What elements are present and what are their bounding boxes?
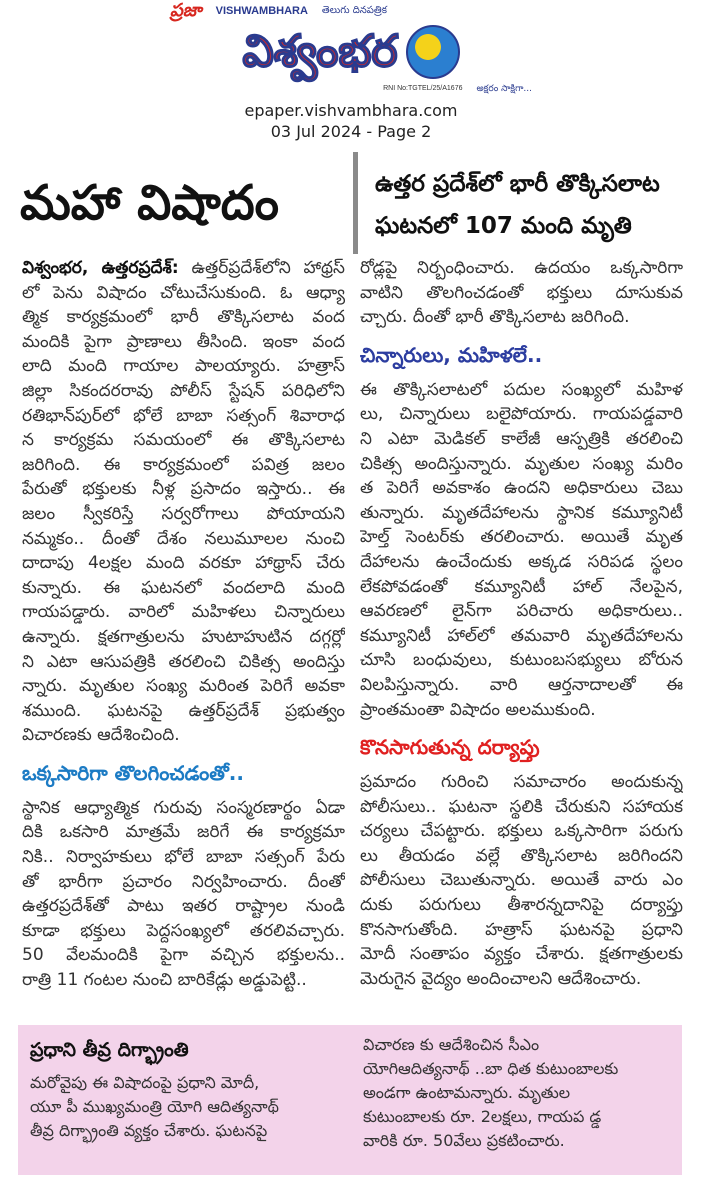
text-line: లాది మంది గాయాల పాలయ్యారు. హత్రాస్ <box>22 356 345 377</box>
subheadline <box>375 163 690 247</box>
text-line: నికి.. నిర్వాహకులు భోలే బాబా సత్సంగ్ పేరు <box>22 847 345 868</box>
text-line: యూ పీ ముఖ్యమంత్రి యోగి ఆదిత్యనాథ్ <box>30 1097 279 1116</box>
text-line: జలం స్వీకరిస్తే సర్వరోగాలు పోయాయని <box>22 503 345 524</box>
text-line: మోదీ సంతాపం వ్యక్తం చేశారు. క్షతగాత్రులకు <box>360 944 683 965</box>
text-line: దాదాపు 4లక్షల మంది వరకూ హాథ్రాస్ చేరు <box>22 553 345 574</box>
text-line <box>22 256 345 281</box>
logo-top-row <box>170 0 532 22</box>
text-line: ఉత్తరప్రదేశ్‌తో పాటు ఇతర రాష్ట్రాల నుండి <box>22 896 345 917</box>
text-line: దుకు పరుగులు తీశారన్నదానిపై దర్యాప్తు <box>360 895 683 916</box>
globe-icon <box>406 25 460 79</box>
text-line: చ్చారు. దీంతో భారీ తొక్కిసలాట జరిగింది. <box>360 307 630 328</box>
text-line: విచారణ కు ఆదేశించిన సీఎం <box>363 1035 540 1054</box>
text-line: త పెరిగే అవకాశం ఉందని అధికారులు చెబు <box>360 478 683 499</box>
text-line: లేకపోవడంతో కమ్యూనిటీ హాల్ నేలపైన, <box>360 576 683 597</box>
text-line: లు, చిన్నారులు బలైపోయారు. గాయపడ్డవారి <box>360 404 683 425</box>
dateline: విశ్వంభర, ఉత్తరప్రదేశ్: <box>22 258 179 278</box>
text-line: జిల్లా సికందరరావు పోలీస్ స్టేషన్ పరిధిలోని <box>22 380 345 401</box>
text-line: దేహాలను ఉంచేందుకు అక్కడ సరిపడ స్థలం <box>360 551 683 572</box>
text-line: న్నారు. మృతుల సంఖ్య మరింత పెరిగే అవకా <box>22 676 345 697</box>
section-heading: ఒక్కసారిగా తొలగించడంతో.. <box>22 760 244 785</box>
text-line: చికిత్స అందిస్తున్నారు. మృతుల సంఖ్య మరిం <box>360 453 683 474</box>
text-line: విచారణకు ఆదేశించింది. <box>22 725 180 746</box>
logo-rni: RNI No:TGTEL/25/A1676 <box>383 85 463 92</box>
date-page: 03 Jul 2024 - Page 2 <box>270 122 432 141</box>
right-column <box>360 256 683 991</box>
text-line: నమ్మకం.. దీంతో దేశం నలుమూలల నుంచి <box>22 528 345 549</box>
text-line-rest: ఉత్తర్‌ప్రదేశ్‌లోని హాథ్రస్ <box>178 258 345 278</box>
text-line: ఉన్నారు. క్షతగాత్రులను హుటాహుటిన దగ్గర్లో <box>22 626 345 647</box>
text-line: గాయపడ్డారు. వారిలో మహిళలు చిన్నారులు <box>22 602 345 623</box>
text-line: హెల్త్ సెంటర్‌కు తరలించారు. అయితే మృత <box>360 527 683 548</box>
text-line: తీవ్ర దిగ్భ్రాంతి వ్యక్తం చేశారు. ఘటనపై <box>30 1121 268 1140</box>
text-line: శముంది. ఘటనపై ఉత్తర్‌ప్రదేశ్ ప్రభుత్వం <box>22 700 345 721</box>
source-url: epaper.vishvambhara.com <box>244 101 458 120</box>
text-line: జరిగింది. ఈ కార్యక్రమంలో పవిత్ర జలం <box>22 454 345 475</box>
section-heading: చిన్నారులు, మహిళలే.. <box>360 342 543 367</box>
sidebar-box <box>18 1025 682 1175</box>
section-heading: కొనసాగుతున్న దర్యాప్తు <box>360 735 540 760</box>
text-line: చూసి బంధువులు, కుటుంబసభ్యులు బోరున <box>360 650 683 671</box>
text-line: ఈ తొక్కిసలాటలో పదుల సంఖ్యలో మహిళ <box>360 379 683 400</box>
logo-main-row <box>170 24 532 80</box>
text-line: తున్నారు. మృతదేహాలను స్థానిక కమ్యూనిటీ <box>360 502 683 523</box>
text-line: లో పెను విషాదం చోటుచేసుకుంది. ఓ ఆధ్యా <box>22 282 345 303</box>
text-line: కున్నారు. ఈ ఘటనలో వందలాది మంది <box>22 577 345 598</box>
box-right <box>363 1033 673 1153</box>
text-line: త్మిక కార్యక్రమంలో భారీ తొక్కిసలాట వంద <box>22 307 345 328</box>
text-line: తో భారీగా ప్రచారం నిర్వహించారు. దీంతో <box>22 871 345 892</box>
text-line: మరోవైపు ఈ విషాదంపై ప్రధాని మోదీ, <box>30 1073 260 1092</box>
headline: మహా విషాదం <box>20 175 279 231</box>
text-line: విలపిస్తున్నారు. వారి ఆర్తనాదాలతో ఈ <box>360 674 683 695</box>
divider <box>353 152 358 254</box>
logo-tagline: అక్షరం సాక్షిగా... <box>476 84 532 94</box>
text-line: లు తీయడం వల్లే తొక్కిసలాట జరిగిందని <box>360 845 683 866</box>
logo-telugu-daily: తెలుగు దినపత్రిక <box>321 5 387 16</box>
text-line: 50 వేలమందికి పైగా వచ్చిన భక్తులను.. <box>22 945 345 966</box>
text-line: రతిభాన్‌పుర్‌లో భోలే బాబా సత్సంగ్ శివారాధ <box>22 405 345 426</box>
text-line: కూడా భక్తులు పెద్దసంఖ్యలో తరలివచ్చారు. <box>22 920 345 941</box>
text-line: న కార్యక్రమ సమయంలో ఈ తొక్కిసలాట <box>22 430 345 451</box>
text-line: ని ఎటా మెడికల్ కాలేజీ ఆస్పత్రికి తరలించి <box>360 428 683 449</box>
text-line: కొనసాగుతోంది. హత్రాస్ ఘటనపై ప్రధాని <box>360 919 683 940</box>
subheadline-line: ఉత్తర ప్రదేశ్‌లో భారీ తొక్కిసలాట <box>375 171 660 197</box>
logo-praja: ప్రజా <box>170 0 202 21</box>
text-line: స్థానిక ఆధ్యాత్మిక గురువు సంస్మరణార్థం ఏడా <box>22 797 345 818</box>
text-line: మందికి పైగా ప్రాణాలు తీసింది. ఇంకా వంద <box>22 331 345 352</box>
text-line: రోడ్లపై నిర్బంధించారు. ఉదయం ఒక్కసారిగా <box>360 258 683 278</box>
box-heading: ప్రధాని తీవ్ర దిగ్భ్రాంతి <box>30 1039 189 1061</box>
text-line: వారికి రూ. 50వేలు ప్రకటించారు. <box>363 1131 565 1150</box>
text-line: మెరుగైన వైద్యం అందించాలని ఆదేశించారు. <box>360 968 642 989</box>
text-line: కుటుంబాలకు రూ. 2లక్షలు, గాయప డ్డ <box>363 1107 602 1126</box>
left-column <box>22 256 345 993</box>
text-line: అండగా ఉంటామన్నారు. మృతుల <box>363 1083 571 1102</box>
text-line: వాటిని తొలగించడంతో భక్తులు దూసుకువ <box>360 282 683 303</box>
subheadline-line: ఘటనలో 107 మంది మృతి <box>375 213 632 239</box>
text-line: రాత్రి 11 గంటల నుంచి బారికేడ్లు అడ్డుపెట్టి.. <box>22 970 307 991</box>
text-line: కమ్యూనిటీ హాల్‌లో తమవారి మృతదేహాలను <box>360 625 683 646</box>
text-line: చర్యలు చేపట్టారు. భక్తులు ఒక్కసారిగా పరుగు <box>360 821 683 842</box>
text-line: ప్రమాదం గురించి సమాచారం అందుకున్న <box>360 772 683 793</box>
text-line: ని ఎటా ఆసుపత్రికి తరలించి చికిత్స అందిస్తు <box>22 651 345 672</box>
text-line: పేరుతో భక్తులకు నీళ్ల ప్రసాదం ఇస్తారు.. ఈ <box>22 479 345 500</box>
text-line: ప్రాంతమంతా విషాదం అలముకుంది. <box>360 699 596 720</box>
logo-name: విశ్వంభర <box>242 26 398 77</box>
logo-bottom-row <box>170 82 532 96</box>
box-left <box>30 1035 350 1143</box>
text-line: దికి ఒకసారి మాత్రమే జరిగే ఈ కార్యక్రమా <box>22 822 345 843</box>
text-line: పోలీసులు.. ఘటనా స్థలికి చేరుకుని సహాయక <box>360 796 683 817</box>
text-line: యోగిఆదిత్యనాథ్ ..బా ధిత కుటుంబాలకు <box>363 1059 619 1078</box>
text-line: పోలీసులు చెబుతున్నారు. అయితే వారు ఎం <box>360 870 683 891</box>
text-line: ఆవరణలో లైన్‌గా పరిచారు అధికారులు.. <box>360 601 683 622</box>
masthead-logo <box>170 0 532 98</box>
logo-english-name: VISHWAMBHARA <box>215 5 308 17</box>
